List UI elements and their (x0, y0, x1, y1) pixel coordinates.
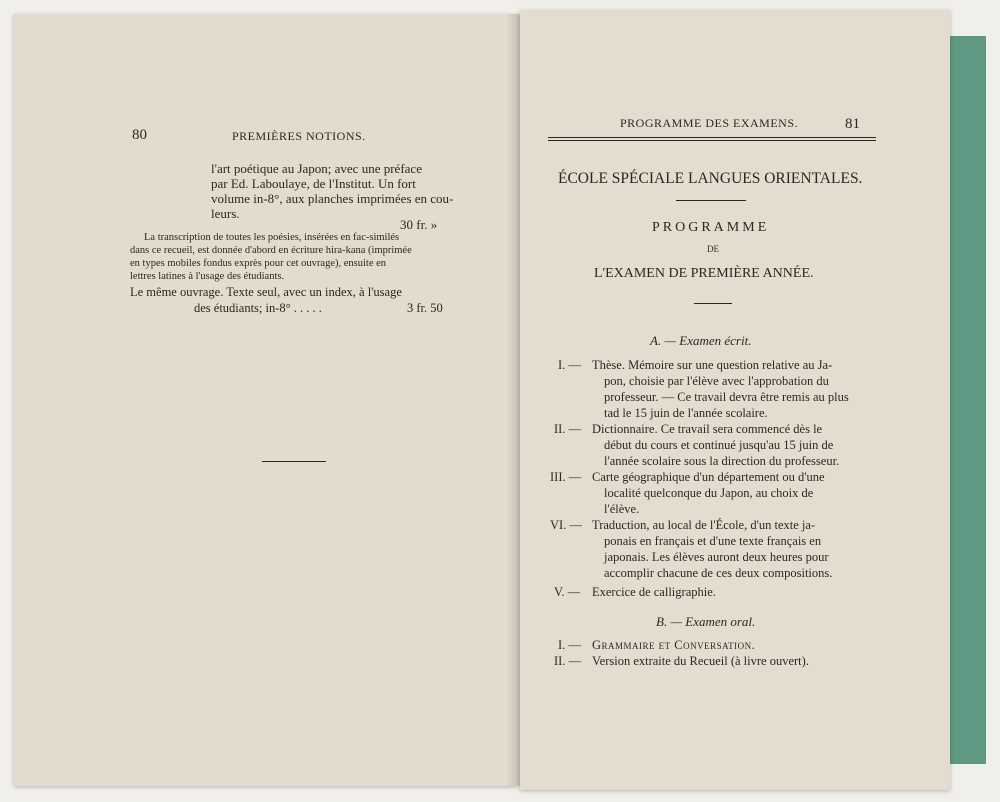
item-line: tad le 15 juin de l'année scolaire. (604, 406, 768, 420)
left-page (14, 14, 518, 786)
item-line: Version extraite du Recueil (à livre ouvert). (592, 654, 809, 668)
item-line: début du cours et continué jusqu'au 15 juin de (604, 438, 834, 452)
item-number: III. — (550, 470, 582, 484)
section-divider (262, 461, 326, 462)
left-page-number: 80 (132, 127, 147, 143)
book-entry-line: volume in-8°, aux planches imprimées en cou- (211, 191, 454, 206)
item-line: pon, choisie par l'élève avec l'approbation du (604, 374, 829, 388)
section-a-heading: A. — Examen écrit. (650, 333, 752, 348)
note-line: lettres latines à l'usage des étudiants. (130, 271, 285, 282)
item-line: Thèse. Mémoire sur une question relative au Ja- (592, 358, 833, 372)
left-running-head: PREMIÈRES NOTIONS. (232, 129, 366, 143)
book-entry-line: leurs. (211, 206, 240, 221)
book-entry-price: 30 fr. » (400, 217, 438, 232)
item-number: VI. — (550, 518, 582, 532)
programme-title: PROGRAMME (652, 220, 770, 235)
item-line: Grammaire et Conversation. (592, 638, 756, 652)
header-double-rule (548, 137, 876, 138)
item-line: localité quelconque du Japon, au choix de (604, 486, 814, 500)
second-entry-price: 3 fr. 50 (407, 301, 443, 315)
second-entry-line: Le même ouvrage. Texte seul, avec un index, à l'usage (130, 285, 402, 299)
second-entry-line: des étudiants; in-8° . . . . . (194, 301, 322, 315)
school-title: ÉCOLE SPÉCIALE LANGUES ORIENTALES. (558, 170, 863, 187)
section-b-heading: B. — Examen oral. (656, 614, 756, 629)
item-line: l'élève. (604, 502, 640, 516)
note-line: en types mobiles fondus exprès pour cet ouvrage), ensuite en (130, 258, 387, 269)
item-line: ponais en français et d'une texte français en (604, 534, 822, 548)
title-divider (694, 303, 732, 304)
right-running-head: PROGRAMME DES EXAMENS. (620, 116, 799, 130)
item-number: II. — (554, 654, 582, 668)
item-line: professeur. — Ce travail devra être remis au plus (604, 390, 849, 404)
item-line: Carte géographique d'un département ou d'une (592, 470, 825, 484)
item-line: japonais. Les élèves auront deux heures pour (604, 550, 829, 564)
programme-de: DE (707, 244, 719, 254)
item-number: V. — (554, 585, 581, 599)
item-line: Exercice de calligraphie. (592, 585, 716, 599)
right-page-number: 81 (845, 116, 860, 132)
item-number: II. — (554, 422, 582, 436)
item-number: I. — (558, 638, 581, 652)
item-line: accomplir chacune de ces deux compositions. (604, 566, 833, 580)
item-number: I. — (558, 358, 581, 372)
note-line: dans ce recueil, est donnée d'abord en écriture hira-kana (imprimée (130, 245, 412, 256)
note-line: La transcription de toutes les poésies, insérées en fac-similés (144, 232, 400, 243)
book-entry-line: l'art poétique au Japon; avec une préface (211, 161, 422, 176)
header-double-rule (548, 140, 876, 141)
item-line: Dictionnaire. Ce travail sera commencé dès le (592, 422, 823, 436)
right-page (520, 10, 950, 790)
book-entry-line: par Ed. Laboulaye, de l'Institut. Un fort (211, 176, 416, 191)
item-line: l'année scolaire sous la direction du professeur. (604, 454, 840, 468)
title-divider (676, 200, 746, 201)
item-line: Traduction, au local de l'École, d'un texte ja- (592, 518, 816, 532)
exam-title: L'EXAMEN DE PREMIÈRE ANNÉE. (594, 266, 814, 281)
